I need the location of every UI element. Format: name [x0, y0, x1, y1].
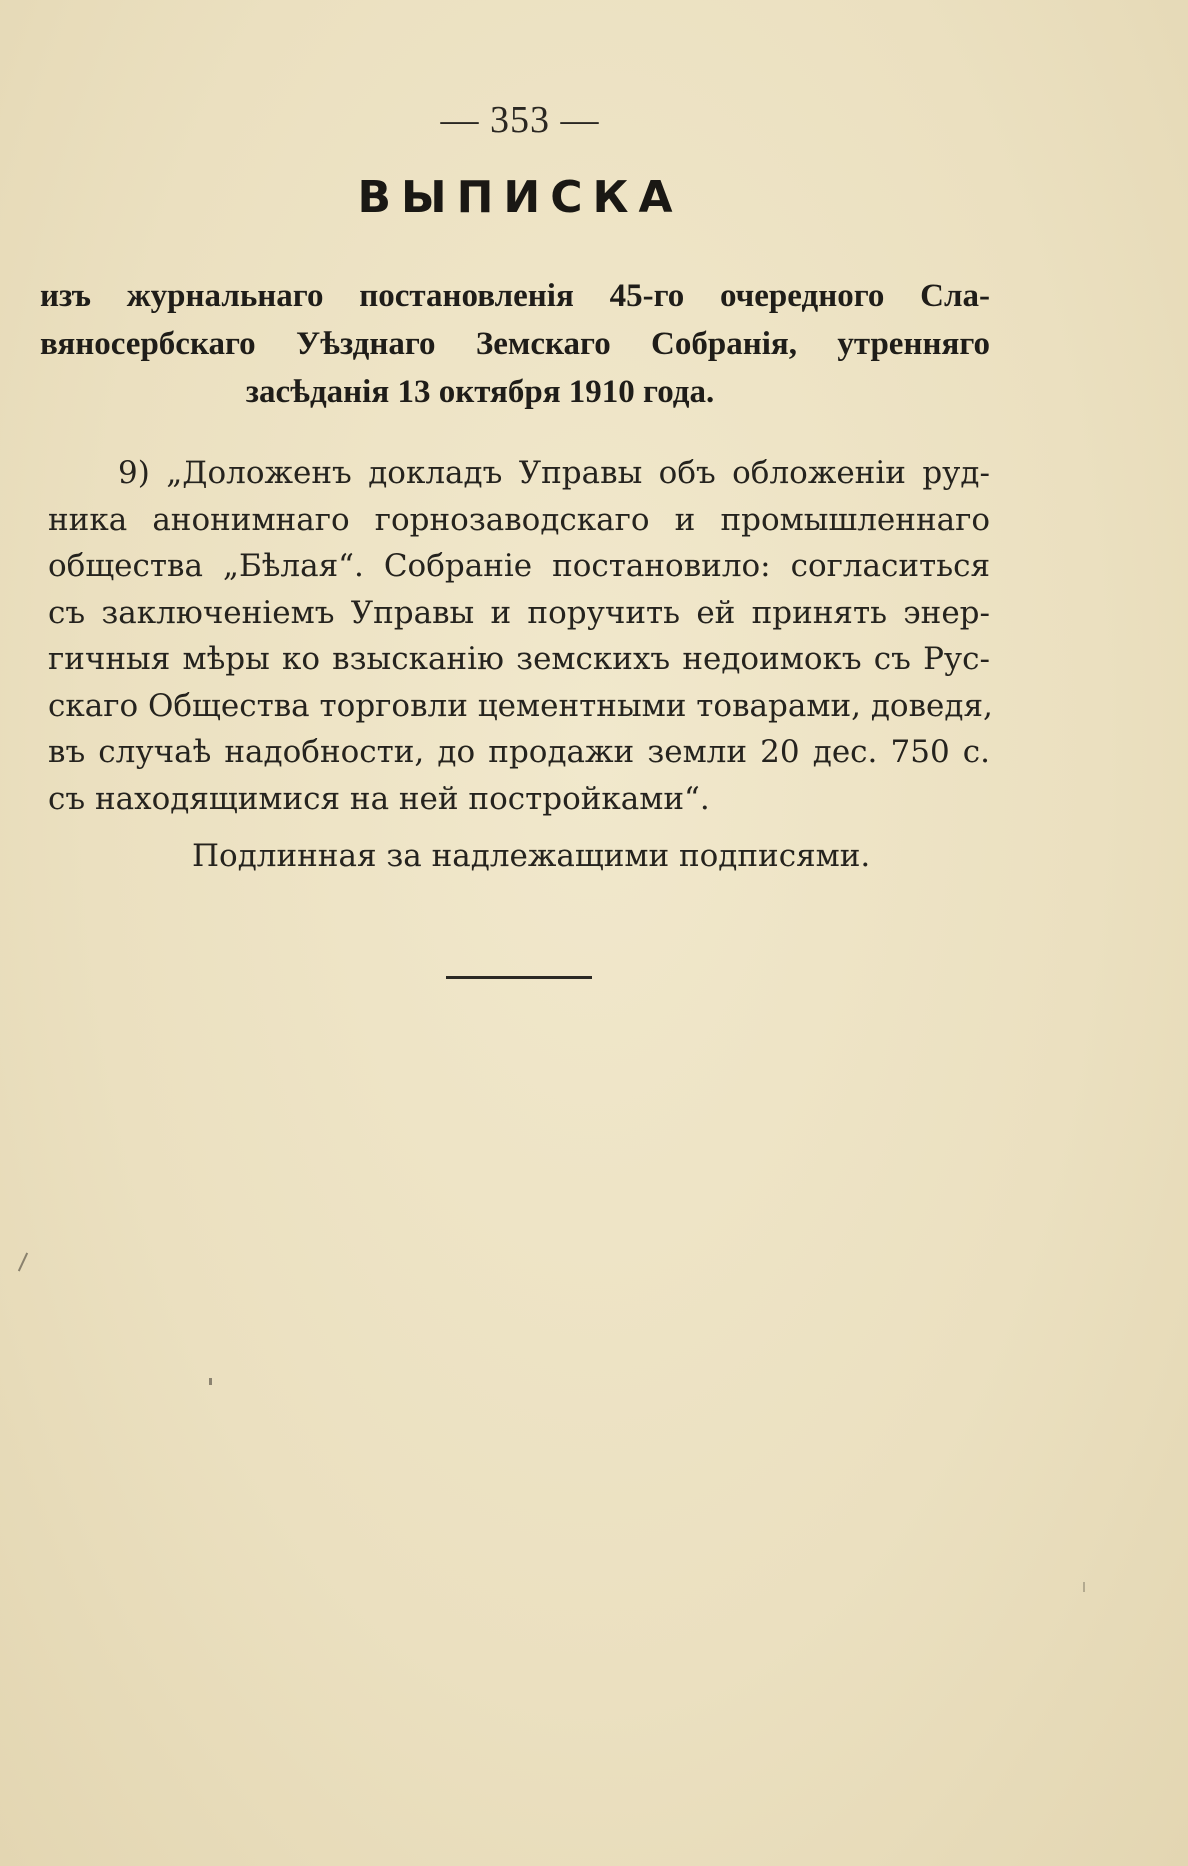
paragraph-line: съ находящимися на ней постройками“.	[48, 780, 710, 817]
stray-mark	[209, 1378, 212, 1385]
paragraph-line: въ случаѣ надобности, до продажи земли 20 дес. 750 с.	[48, 734, 990, 770]
subtitle-line: засѣданія 13 октября 1910 года.	[245, 374, 715, 410]
paragraph-line: ника анонимнаго горнозаводскаго и промышленнаго	[48, 501, 990, 538]
page-number: — 353 —	[440, 99, 600, 141]
paragraph-line: 9) „Доложенъ докладъ Управы объ обложеніи руд-	[118, 455, 990, 491]
paragraph-line: скаго Общества торговли цементными товарами, доведя,	[48, 687, 993, 724]
subtitle-line: вяносербскаго Уѣзднаго Земскаго Собранія, утренняго	[40, 326, 990, 362]
signature-note: Подлинная за надлежащими подписями.	[192, 838, 871, 874]
paragraph-line: съ заключеніемъ Управы и поручить ей принять энер-	[48, 594, 990, 631]
stray-mark	[1083, 1582, 1085, 1592]
paragraph-line: общества „Бѣлая“. Собраніе постановило: согласиться	[48, 548, 990, 584]
document-title: ВЫПИСКА	[357, 172, 683, 223]
separator-rule	[446, 976, 592, 979]
subtitle-line: изъ журнальнаго постановленія 45-го очередного Сла-	[40, 278, 990, 314]
resolution-paragraph	[48, 450, 993, 822]
stray-mark	[18, 1253, 28, 1272]
paragraph-line: гичныя мѣры ко взысканію земскихъ недоимокъ съ Рус-	[48, 641, 990, 677]
document-subtitle	[40, 272, 990, 416]
